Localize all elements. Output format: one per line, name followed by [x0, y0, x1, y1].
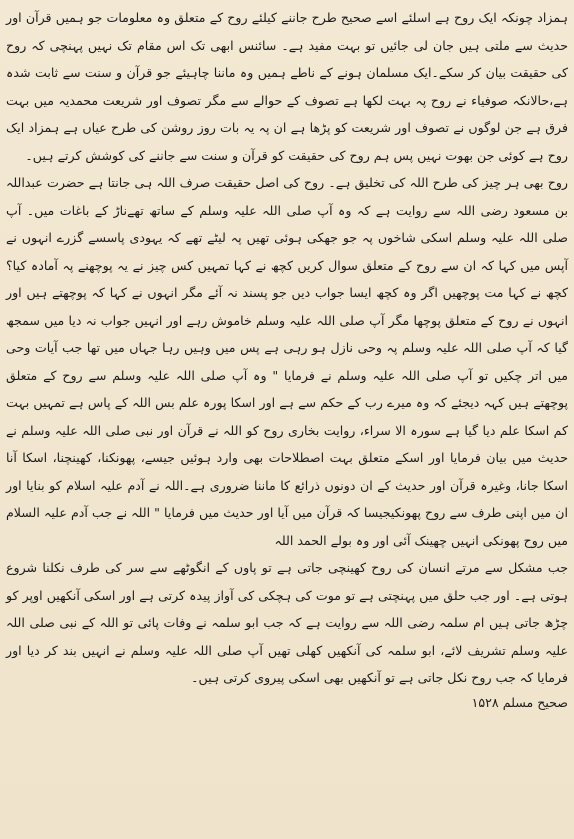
paragraph-intro: ہمزاد چونکہ ایک روح ہے اسلئے اسے صحیح طرح جاننے کیلئے روح کے متعلق وہ معلومات جو ہمیں قرآن اور حدیث سے ملتی ہیں جان لی جائیں تو بہت مفید ہے۔ سائنس ابھی تک اس مقام تک نہیں پہنچی کہ روح کی حقیقت بیان کر سکے۔ایک مسلمان ہونے کے ناطے ہمیں وہ ماننا چاہیئے جو قرآن و سنت سے ثابت شدہ ہے،حالانکہ صوفیاء نے روح پہ بہت لکھا ہے تصوف کے حوالے سے مگر تصوف اور شریعت محمدیہ میں بہت فرق ہے جن لوگوں نے تصوف اور شریعت کو پڑھا ہے ان پہ یہ بات روز روشن کی طرح عیاں ہے ہمزاد ایک روح ہے کوئی جن بھوت نہیں پس ہم روح کی حقیقت کو قرآن و سنت سے جاننے کی کوشش کرتے ہیں۔ — [6, 10, 568, 163]
paragraph-creation-of-soul: روح بھی ہر چیز کی طرح اللہ کی تخلیق ہے۔ روح کی اصل حقیقت صرف اللہ ہی جانتا ہے حضرت عبداللہ بن مسعود رضی اللہ سے روایت ہے کہ وہ آپ صلی اللہ علیہ وسلم کے ساتھ تھےناڑ کے باغات میں۔ آپ صلی اللہ علیہ وسلم اسکی شاخوں پہ جو جھکی ہوئی تھیں پہ لیٹے تھے کہ یہودی پاسسے گزرے انہوں نے آپس میں کہا کہ ان سے روح کے متعلق سوال کریں کچھ نے کہا تمہیں کس چیز نے یہ پوچھنے پہ آمادہ کیا؟ کچھ نے کہا مت پوچھیں اگر وہ کچھ ایسا جواب دیں جو پسند نہ آئے مگر انہوں نے کہا کہ پوچھتے ہیں اور انہوں نے روح کے متعلق پوچھا مگر آپ صلی اللہ علیہ وسلم خاموش رہے اور انہیں جواب نہ دیا میں سمجھ گیا کہ آپ صلی اللہ علیہ وسلم پہ وحی نازل ہو رہی ہے پس میں وہیں رہا جہاں میں تھا جب آیات وحی میں اتر چکیں تو آپ صلی اللہ علیہ وسلم نے فرمایا " وہ آپ صلی اللہ علیہ وسلم سے روح کے متعلق پوچھتے ہیں کہہ دیجئے کہ وہ میرے رب کے حکم سے ہے اور اسکا پورہ علم بس اللہ کے پاس ہے تمہیں بہت کم اسکا علم دیا گیا ہے سورہ الا سراء، روایت بخاری روح کو اللہ نے قرآن اور نبی صلی اللہ علیہ وسلم نے حدیث میں بیان فرمایا اور اسکے متعلق بہت اصطلاحات بھی وارد ہوئیں جیسے، پھونکنا، کھینچنا، اسکا آنا اسکا جانا، وغیرہ قرآن اور حدیث کے ان دونوں ذرائع کا ماننا ضروری ہے۔اللہ نے آدم علیہ اسلام کو بنایا اور ان میں اپنی طرف سے روح پھونکیجیسا کہ قرآن میں آیا اور حدیث میں فرمایا " اللہ نے جب آدم علیہ السلام میں روح پھونکی انہیں چھینک آئی اور وہ بولے الحمد اللہ — [6, 175, 568, 548]
hadith-reference: صحیح مسلم ۱۵۲۸ — [471, 694, 568, 710]
article-body — [6, 4, 568, 692]
paragraph-departure-of-soul: جب مشکل سے مرتے انسان کی روح کھینچی جاتی ہے تو پاوں کے انگوٹھے سے سر کی طرف نکلنا شروع ہوتی ہے۔ اور جب حلق میں پہنچتی ہے تو موت کی ہچکی کی آواز پیدہ کرتی ہے اور اسکی آنکھیں اوپر کو چڑھ جاتی ہیں ام سلمہ رضی اللہ سے روایت ہے کہ جب ابو سلمہ نے وفات پائی تو اللہ کے نبی صلی اللہ علیہ وسلم تشریف لائے، ابو سلمہ کی آنکھیں کھلی تھیں آپ صلی اللہ علیہ وسلم نے انہیں بند کر دیا اور فرمایا کہ جب روح نکل جاتی ہے تو آنکھیں بھی اسکی پیروی کرتی ہیں۔ — [6, 560, 568, 685]
